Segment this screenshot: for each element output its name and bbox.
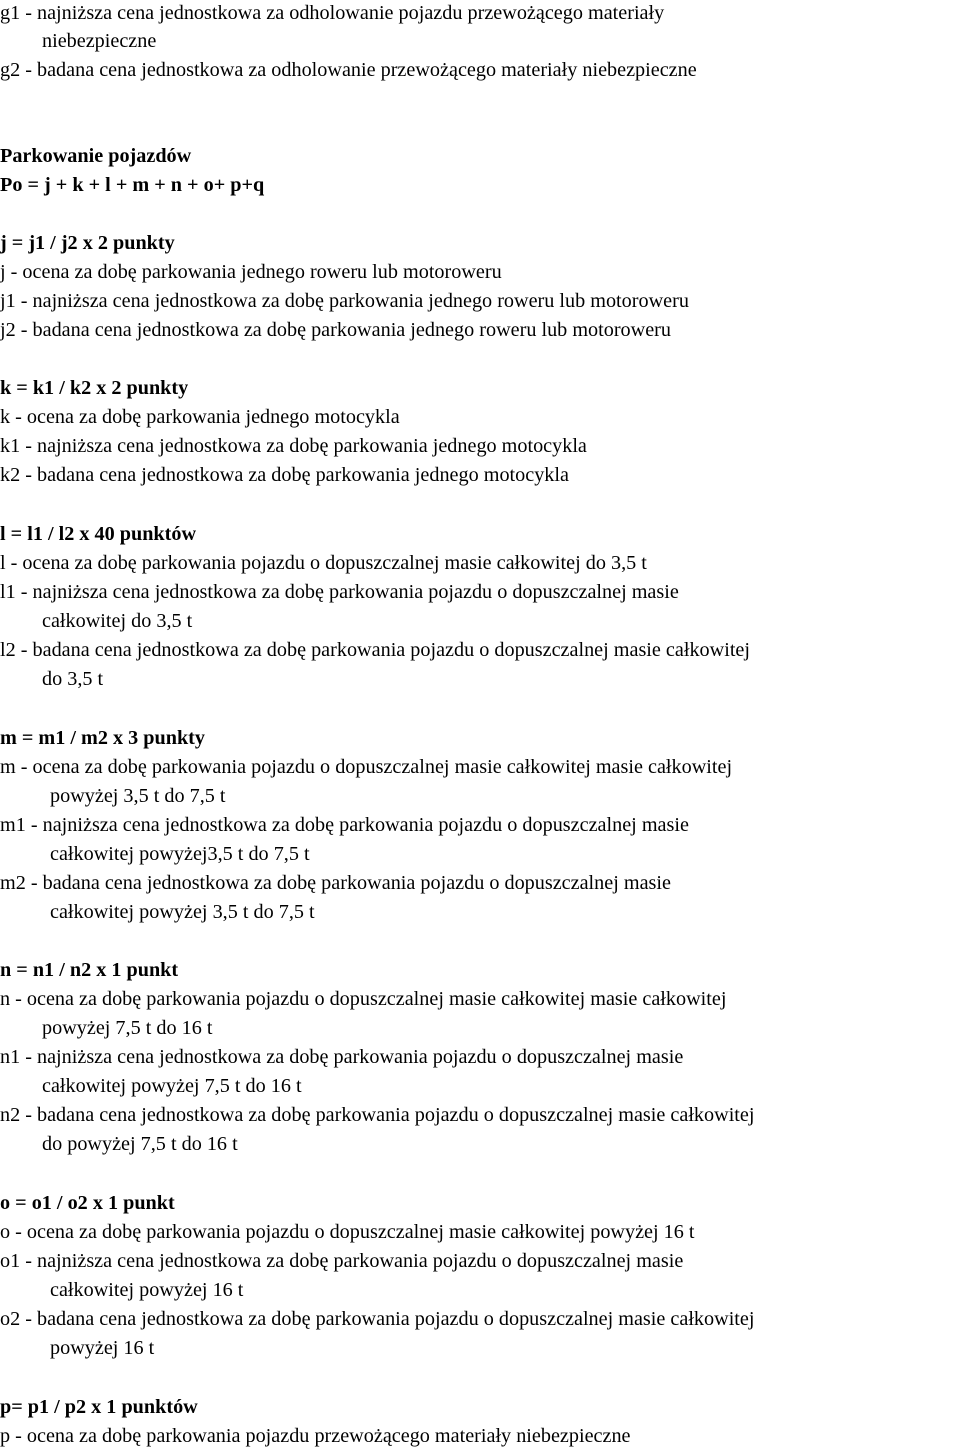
def-k2: k2 - badana cena jednostkowa za dobę parkowania jednego motocykla [0, 464, 569, 486]
def-o2-line1: o2 - badana cena jednostkowa za dobę parkowania pojazdu o dopuszczalnej masie całkowitej [0, 1308, 755, 1330]
def-l1-line2: całkowitej do 3,5 t [42, 610, 193, 632]
def-l: l - ocena za dobę parkowania pojazdu o dopuszczalnej masie całkowitej do 3,5 t [0, 552, 647, 574]
formula-n: n = n1 / n2 x 1 punkt [0, 959, 179, 981]
def-l2-line1: l2 - badana cena jednostkowa za dobę parkowania pojazdu o dopuszczalnej masie całkowitej [0, 639, 751, 661]
def-l1-line1: l1 - najniższa cena jednostkowa za dobę parkowania pojazdu o dopuszczalnej masie [0, 581, 679, 603]
def-n-line2: powyżej 7,5 t do 16 t [42, 1017, 213, 1039]
def-m2-line1: m2 - badana cena jednostkowa za dobę parkowania pojazdu o dopuszczalnej masie [0, 872, 671, 894]
def-n-line1: n - ocena za dobę parkowania pojazdu o dopuszczalnej masie całkowitej masie całkowitej [0, 988, 727, 1010]
def-k1: k1 - najniższa cena jednostkowa za dobę parkowania jednego motocykla [0, 435, 587, 457]
def-n1-line1: n1 - najniższa cena jednostkowa za dobę parkowania pojazdu o dopuszczalnej masie [0, 1046, 684, 1068]
def-p: p - ocena za dobę parkowania pojazdu przewożącego materiały niebezpieczne [0, 1425, 631, 1447]
def-n1-line2: całkowitej powyżej 7,5 t do 16 t [42, 1075, 302, 1097]
formula-k: k = k1 / k2 x 2 punkty [0, 377, 189, 399]
section-heading-parkowanie: Parkowanie pojazdów [0, 145, 192, 167]
formula-j: j = j1 / j2 x 2 punkty [0, 232, 175, 254]
formula-p: p= p1 / p2 x 1 punktów [0, 1396, 198, 1418]
def-m2-line2: całkowitej powyżej 3,5 t do 7,5 t [50, 901, 315, 923]
def-o1-line1: o1 - najniższa cena jednostkowa za dobę parkowania pojazdu o dopuszczalnej masie [0, 1250, 684, 1272]
def-m-line2: powyżej 3,5 t do 7,5 t [50, 785, 226, 807]
def-m1-line2: całkowitej powyżej3,5 t do 7,5 t [50, 843, 310, 865]
def-k: k - ocena za dobę parkowania jednego motocykla [0, 406, 400, 428]
def-o: o - ocena za dobę parkowania pojazdu o dopuszczalnej masie całkowitej powyżej 16 t [0, 1221, 695, 1243]
def-j: j - ocena za dobę parkowania jednego roweru lub motoroweru [0, 261, 502, 283]
formula-l: l = l1 / l2 x 40 punktów [0, 523, 197, 545]
def-l2-line2: do 3,5 t [42, 668, 104, 690]
def-j2: j2 - badana cena jednostkowa za dobę parkowania jednego roweru lub motoroweru [0, 319, 671, 341]
def-j1: j1 - najniższa cena jednostkowa za dobę parkowania jednego roweru lub motoroweru [0, 290, 689, 312]
def-g1-line2: niebezpieczne [42, 30, 157, 52]
def-g2: g2 - badana cena jednostkowa za odholowanie przewożącego materiały niebezpieczne [0, 59, 697, 81]
def-o1-line2: całkowitej powyżej 16 t [50, 1279, 244, 1301]
def-o2-line2: powyżej 16 t [50, 1337, 155, 1359]
def-g1-line1: g1 - najniższa cena jednostkowa za odholowanie pojazdu przewożącego materiały [0, 2, 665, 24]
def-m-line1: m - ocena za dobę parkowania pojazdu o dopuszczalnej masie całkowitej masie całkowitej [0, 756, 733, 778]
def-n2-line2: do powyżej 7,5 t do 16 t [42, 1133, 238, 1155]
formula-o: o = o1 / o2 x 1 punkt [0, 1192, 175, 1214]
def-m1-line1: m1 - najniższa cena jednostkowa za dobę parkowania pojazdu o dopuszczalnej masie [0, 814, 689, 836]
def-n2-line1: n2 - badana cena jednostkowa za dobę parkowania pojazdu o dopuszczalnej masie całkowitej [0, 1104, 755, 1126]
formula-m: m = m1 / m2 x 3 punkty [0, 727, 205, 749]
formula-po: Po = j + k + l + m + n + o+ p+q [0, 174, 265, 196]
